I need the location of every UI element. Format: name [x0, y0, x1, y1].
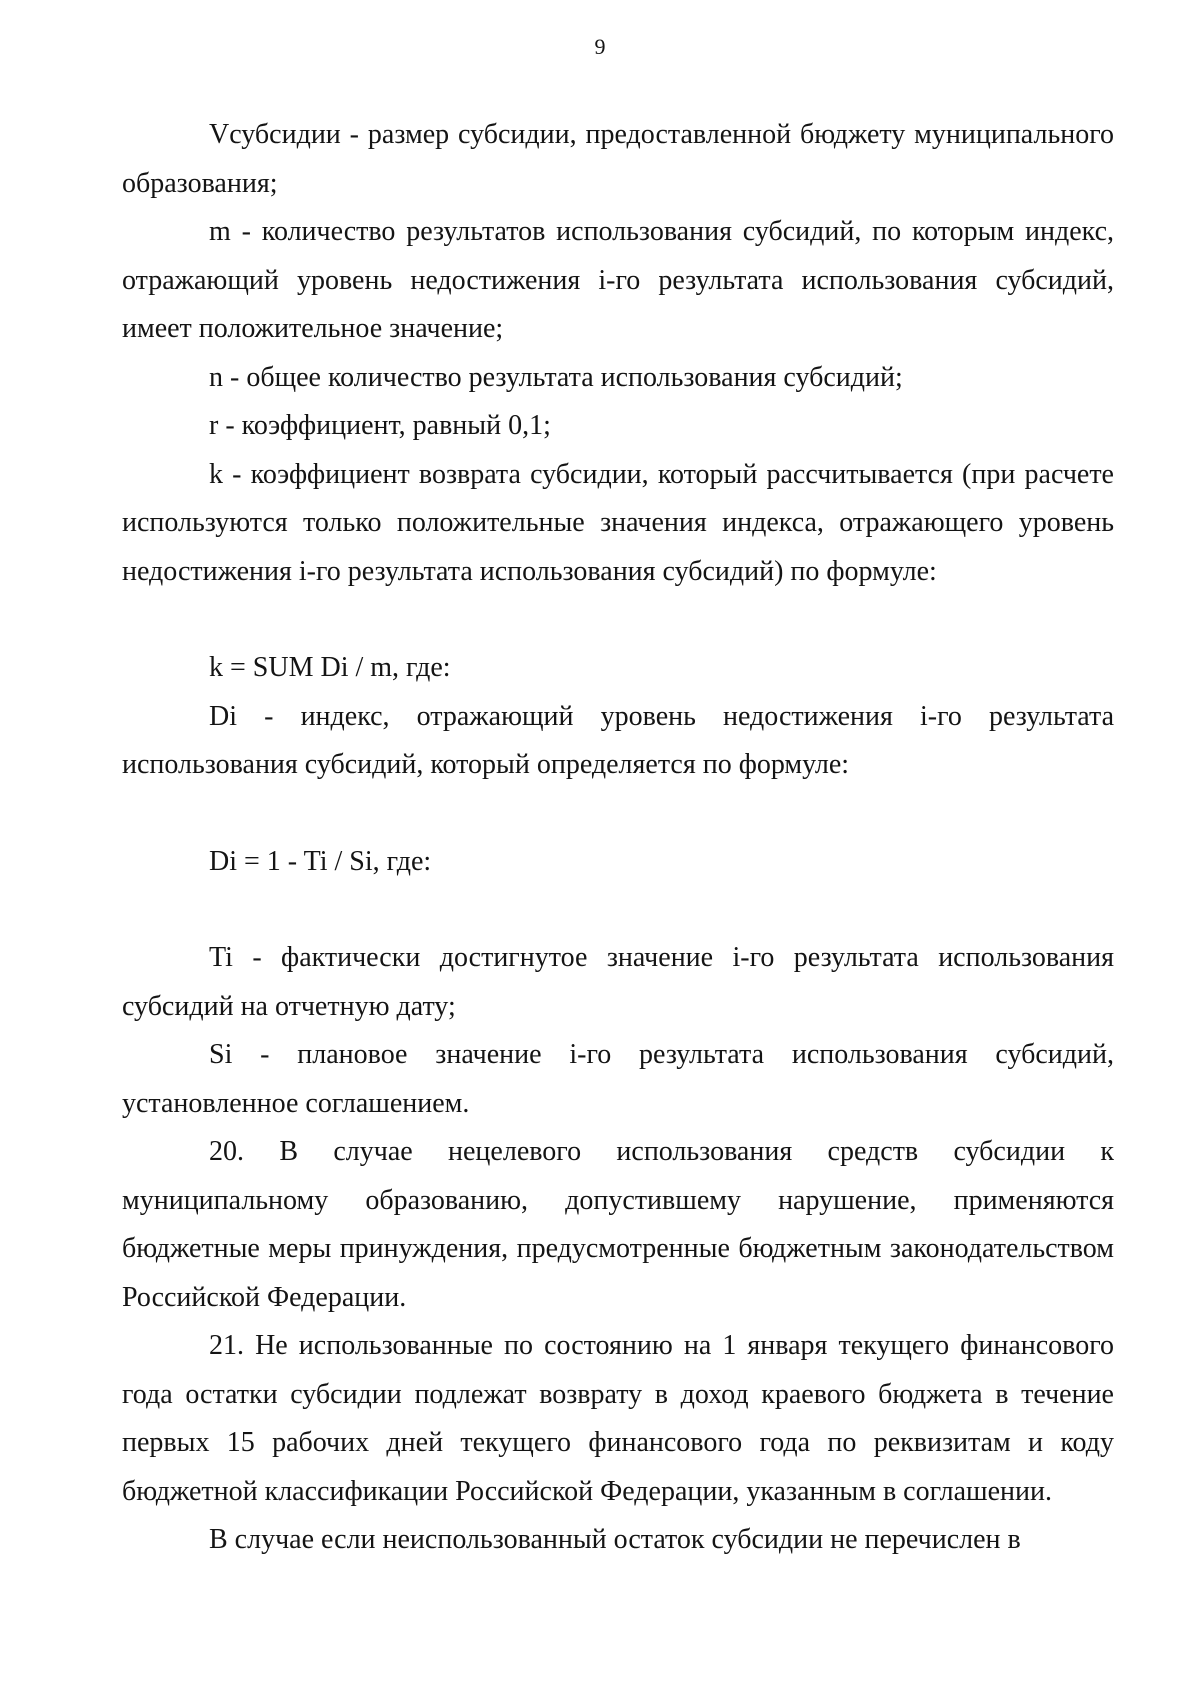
definition-k: k - коэффициент возврата субсидии, который рассчитывается (при расчете используются только положительные значения индекса, отражающего уровень недостижения i-го результата использования субсидий) по формуле:	[122, 458, 1114, 587]
definition-n: n - общее количество результата использования субсидий;	[209, 361, 903, 393]
spacer	[122, 596, 1114, 644]
definition-m: m - количество результатов использования субсидий, по которым индекс, отражающий уровень недостижения i-го результата использования субсидий, имеет положительное значение;	[122, 216, 1114, 344]
spacer	[122, 886, 1114, 934]
document-body	[122, 111, 1114, 1565]
formula-di: Di = 1 - Ti / Si, где:	[209, 845, 432, 877]
page-number: 9	[594, 34, 606, 59]
spacer	[122, 790, 1114, 838]
definition-di: Di - индекс, отражающий уровень недостижения i-го результата использования субсидий, который определяется по формуле:	[122, 700, 1114, 780]
definition-si: Si - плановое значение i-го результата использования субсидий, установленное соглашением.	[122, 1039, 1114, 1119]
formula-k: k = SUM Di / m, где:	[209, 652, 451, 683]
definition-v-subsidy: Vсубсидии - размер субсидии, предоставленной бюджету муниципального образования;	[122, 119, 1114, 199]
clause-20: 20. В случае нецелевого использования средств субсидии к муниципальному образованию, допустившему нарушение, применяются бюджетные меры принуждения, предусмотренные бюджетным законодательством Российской Федерации.	[122, 1136, 1114, 1313]
definition-r: r - коэффициент, равный 0,1;	[209, 410, 551, 441]
clause-21: 21. Не использованные по состоянию на 1 января текущего финансового года остатки субсидии подлежат возврату в доход краевого бюджета в течение первых 15 рабочих дней текущего финансового года по реквизитам и коду бюджетной классификации Российской Федерации, указанным в соглашении.	[122, 1330, 1114, 1507]
definition-ti: Ti - фактически достигнутое значение i-го результата использования субсидий на отчетную дату;	[122, 942, 1114, 1022]
clause-21-continuation: В случае если неиспользованный остаток субсидии не перечислен в	[209, 1524, 1021, 1555]
